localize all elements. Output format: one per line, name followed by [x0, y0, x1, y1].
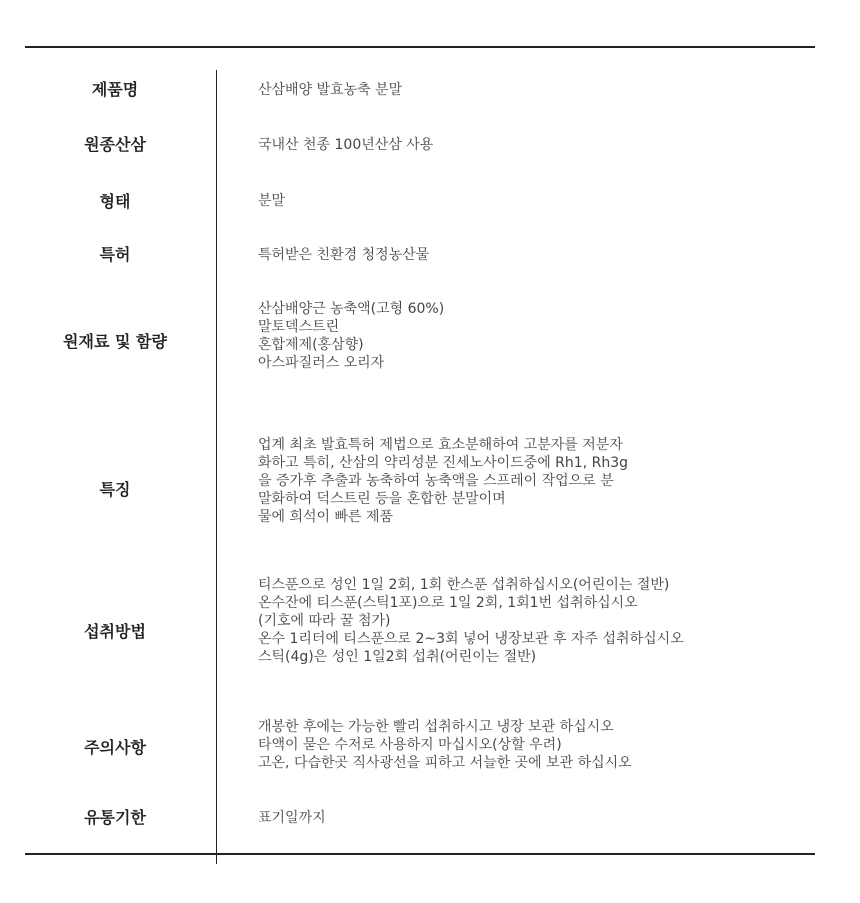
value-line: 온수잔에 티스푼(스틱1포)으로 1일 2회, 1회1번 섭취하십시오: [258, 595, 638, 611]
row-label-product-name: 제품명: [91, 80, 139, 99]
row-value-original-ginseng: [258, 136, 838, 154]
row-label-ingredients: 원재료 및 함량: [63, 332, 167, 351]
value-line: 아스파질러스 오리자: [258, 355, 385, 371]
value-line: 업계 최초 발효특허 제법으로 효소분해하여 고분자를 저분자: [258, 437, 623, 453]
bottom-rule: [25, 853, 815, 855]
value-line: 국내산 천종 100년산삼 사용: [258, 137, 434, 153]
row-value-form: [258, 192, 838, 210]
value-line: 특허받은 친환경 청정농산물: [258, 247, 430, 263]
row-label-expiration: 유통기한: [84, 808, 146, 827]
value-line: 물에 희석이 빠른 제품: [258, 509, 394, 525]
value-line: (기호에 따라 꿀 첨가): [258, 613, 391, 629]
value-line: 화하고 특히, 산삼의 약리성분 진세노사이드중에 Rh1, Rh3g: [258, 455, 628, 471]
value-line: 혼합제제(홍삼향): [258, 337, 364, 353]
value-line: 티스푼으로 성인 1일 2회, 1회 한스푼 섭취하십시오(어린이는 절반): [258, 577, 670, 593]
value-line: 분말: [258, 193, 286, 209]
row-value-precautions: [258, 718, 838, 772]
top-rule: [25, 46, 815, 48]
value-line: 말토덱스트린: [258, 319, 340, 335]
row-value-ingredients: [258, 300, 838, 372]
row-value-expiration: [258, 809, 838, 827]
row-value-patent: [258, 246, 838, 264]
row-label-precautions: 주의사항: [84, 738, 146, 757]
value-line: 고온, 다습한곳 직사광선을 피하고 서늘한 곳에 보관 하십시오: [258, 755, 632, 771]
row-label-original-ginseng: 원종산삼: [84, 135, 146, 154]
value-line: 산삼배양 발효농축 분말: [258, 82, 403, 98]
value-line: 표기일까지: [258, 810, 326, 826]
row-label-intake-method: 섭취방법: [84, 622, 146, 641]
row-value-features: [258, 436, 838, 526]
value-line: 온수 1리터에 티스푼으로 2~3회 넣어 냉장보관 후 자주 섭취하십시오: [258, 631, 684, 647]
value-line: 타액이 묻은 수저로 사용하지 마십시오(상할 우려): [258, 737, 562, 753]
row-label-form: 형태: [99, 192, 131, 211]
row-value-product-name: [258, 81, 838, 99]
value-line: 말화하여 덕스트린 등을 혼합한 분말이며: [258, 491, 506, 507]
value-line: 산삼배양근 농축액(고형 60%): [258, 301, 445, 317]
value-line: 개봉한 후에는 가능한 빨리 섭취하시고 냉장 보관 하십시오: [258, 719, 614, 735]
column-divider: [216, 70, 217, 864]
value-line: 을 증가후 추출과 농축하여 농축액을 스프레이 작업으로 분: [258, 473, 614, 489]
value-line: 스틱(4g)은 성인 1일2회 섭취(어린이는 절반): [258, 649, 537, 665]
row-label-features: 특징: [99, 480, 131, 499]
row-label-patent: 특허: [99, 245, 131, 264]
row-value-intake-method: [258, 576, 838, 666]
